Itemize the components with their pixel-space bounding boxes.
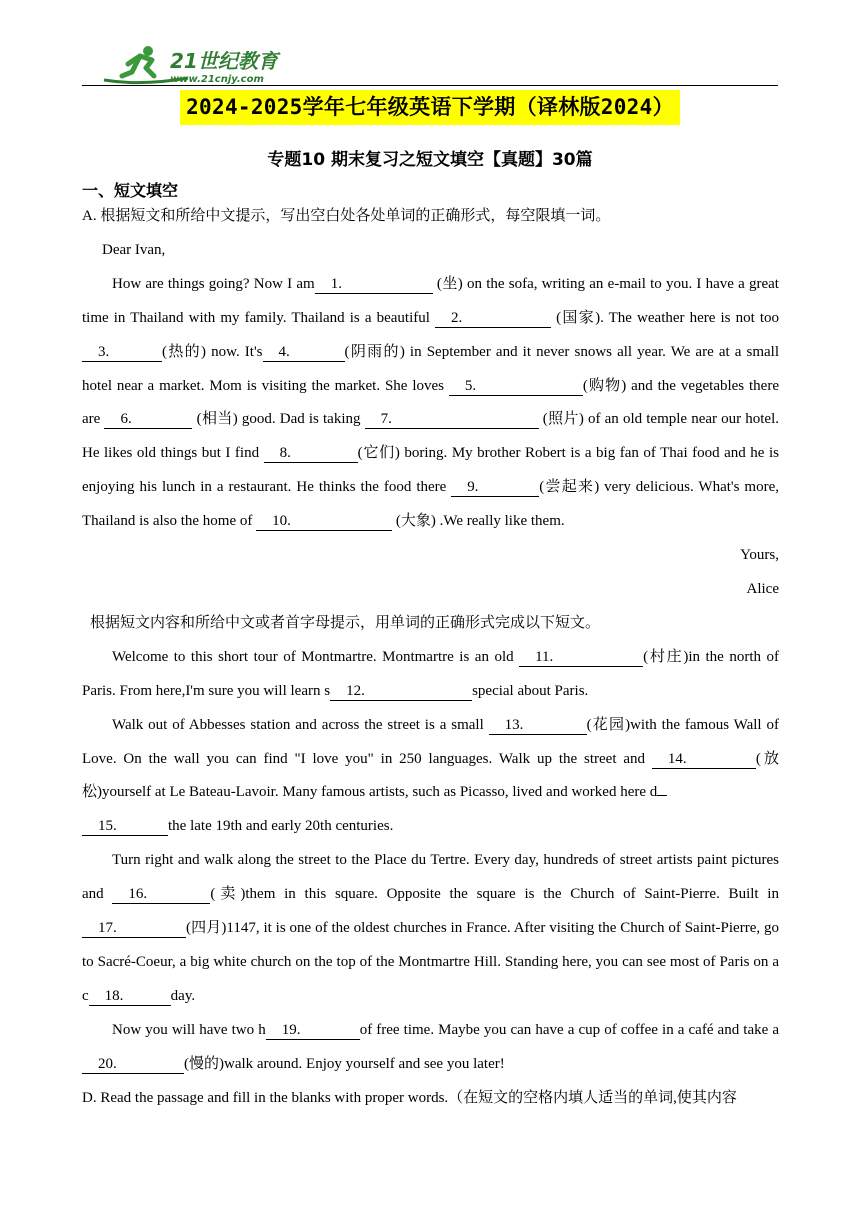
blank-5[interactable]: 5. bbox=[449, 377, 583, 396]
passage-d-instruction: D. Read the passage and fill in the blanks with proper words.（在短文的空格内填人适当的单词,使其内容 bbox=[82, 1089, 737, 1106]
blank-12[interactable]: 12. bbox=[330, 682, 472, 701]
letter-signature: Alice bbox=[746, 580, 779, 597]
blank-1[interactable]: 1. bbox=[315, 275, 433, 294]
passage-b-instruction: 根据短文内容和所给中文或者首字母提示，用单词的正确形式完成以下短文。 bbox=[90, 614, 601, 631]
passage-b-paragraph-3: Turn right and walk along the street to the Place du Tertre. Every day, hundreds of street artists paint pictures and 16. (卖)them in this square. Opposite the square is the Church of Saint-Pierre. Built in 17. (四月)1147, it is one of the oldest churches in France. After visiting the Church of Saint-Pierre, go to Sacré-Coeur, a big white church on the top of the Montmartre Hill. Standing here, you can see most of Paris on a c 18. day. bbox=[82, 852, 779, 1004]
letter-greeting: Dear Ivan, bbox=[102, 241, 166, 258]
passage-a-body: How are things going? Now I am 1. (坐) on the sofa, writing an e-mail to you. I have a great time in Thailand with my family. Thailand is a beautiful 2. (国家). The weather here is not too 3. (热的) now. It's 4. (阴雨的) in September and it never snows all year. We are at a small hotel near a market. Mom is visiting the market. She loves 5. (购物) and the vegetables there are 6. (相当) good. Dad is taking 7. (照片) of an old temple near our hotel. He likes old things but I find 8. (它们) boring. My brother Robert is a big fan of Thai food and he is enjoying his lunch in a restaurant. He thinks the food there 9. (尝起来) very delicious. What's more, Thailand is also the home of 10. (大象) .We really like them. bbox=[82, 275, 780, 530]
blank-9[interactable]: 9. bbox=[451, 478, 539, 497]
blank-4[interactable]: 4. bbox=[263, 343, 345, 362]
passage-b-paragraph-4: Now you will have two h 19. of free time. Maybe you can have a cup of coffee in a café and take a 20. (慢的)walk around. Enjoy yourself and see you later! bbox=[82, 1014, 779, 1082]
blank-17[interactable]: 17. bbox=[82, 919, 186, 938]
passage-b-paragraph-1: Welcome to this short tour of Montmartre. Montmartre is an old 11. (村庄)in the north of Paris. From here,I'm sure you will learn s 12. special about Paris. bbox=[82, 648, 779, 699]
page-header bbox=[82, 38, 778, 86]
blank-18[interactable]: 18. bbox=[89, 987, 171, 1006]
blank-14[interactable]: 14. bbox=[652, 750, 756, 769]
blank-7[interactable]: 7. bbox=[365, 410, 539, 429]
logo-url: www.21cnjy.com bbox=[170, 74, 264, 85]
passage-a-instruction: A. 根据短文和所给中文提示，写出空白处各处单词的正确形式，每空限填一词。 bbox=[82, 208, 611, 224]
section-heading: 一、短文填空 bbox=[82, 181, 179, 200]
blank-3[interactable]: 3. bbox=[82, 343, 162, 362]
logo-text: 21世纪教育 bbox=[170, 49, 278, 73]
blank-10[interactable]: 10. bbox=[256, 512, 392, 531]
blank-20[interactable]: 20. bbox=[82, 1055, 184, 1074]
blank-19[interactable]: 19. bbox=[266, 1021, 360, 1040]
letter-closing: Yours, bbox=[740, 547, 779, 564]
blank-16[interactable]: 16. bbox=[112, 885, 210, 904]
document-title: 2024-2025学年七年级英语下学期（译林版2024） bbox=[180, 90, 680, 125]
blank-2[interactable]: 2. bbox=[435, 309, 551, 328]
blank-13[interactable]: 13. bbox=[489, 716, 587, 735]
document-subtitle: 专题10 期末复习之短文填空【真题】30篇 bbox=[267, 150, 593, 170]
header-divider bbox=[82, 85, 778, 86]
blank-15[interactable]: 15. bbox=[82, 817, 168, 836]
21cnjy-logo bbox=[102, 42, 282, 86]
blank-6[interactable]: 6. bbox=[104, 410, 192, 429]
document-body bbox=[82, 200, 779, 1115]
passage-b-paragraph-2: Walk out of Abbesses station and across the street is a small 13. (花园)with the famous Wall of Love. On the wall you can find "I love you" in 250 languages. Walk up the street and 14. (放松)yourself at Le Bateau-Lavoir. Many famous artists, such as Picasso, lived and worked here d 15. the late 19th and early 20th centuries. bbox=[82, 716, 779, 835]
blank-11[interactable]: 11. bbox=[519, 648, 643, 667]
blank-8[interactable]: 8. bbox=[264, 444, 358, 463]
